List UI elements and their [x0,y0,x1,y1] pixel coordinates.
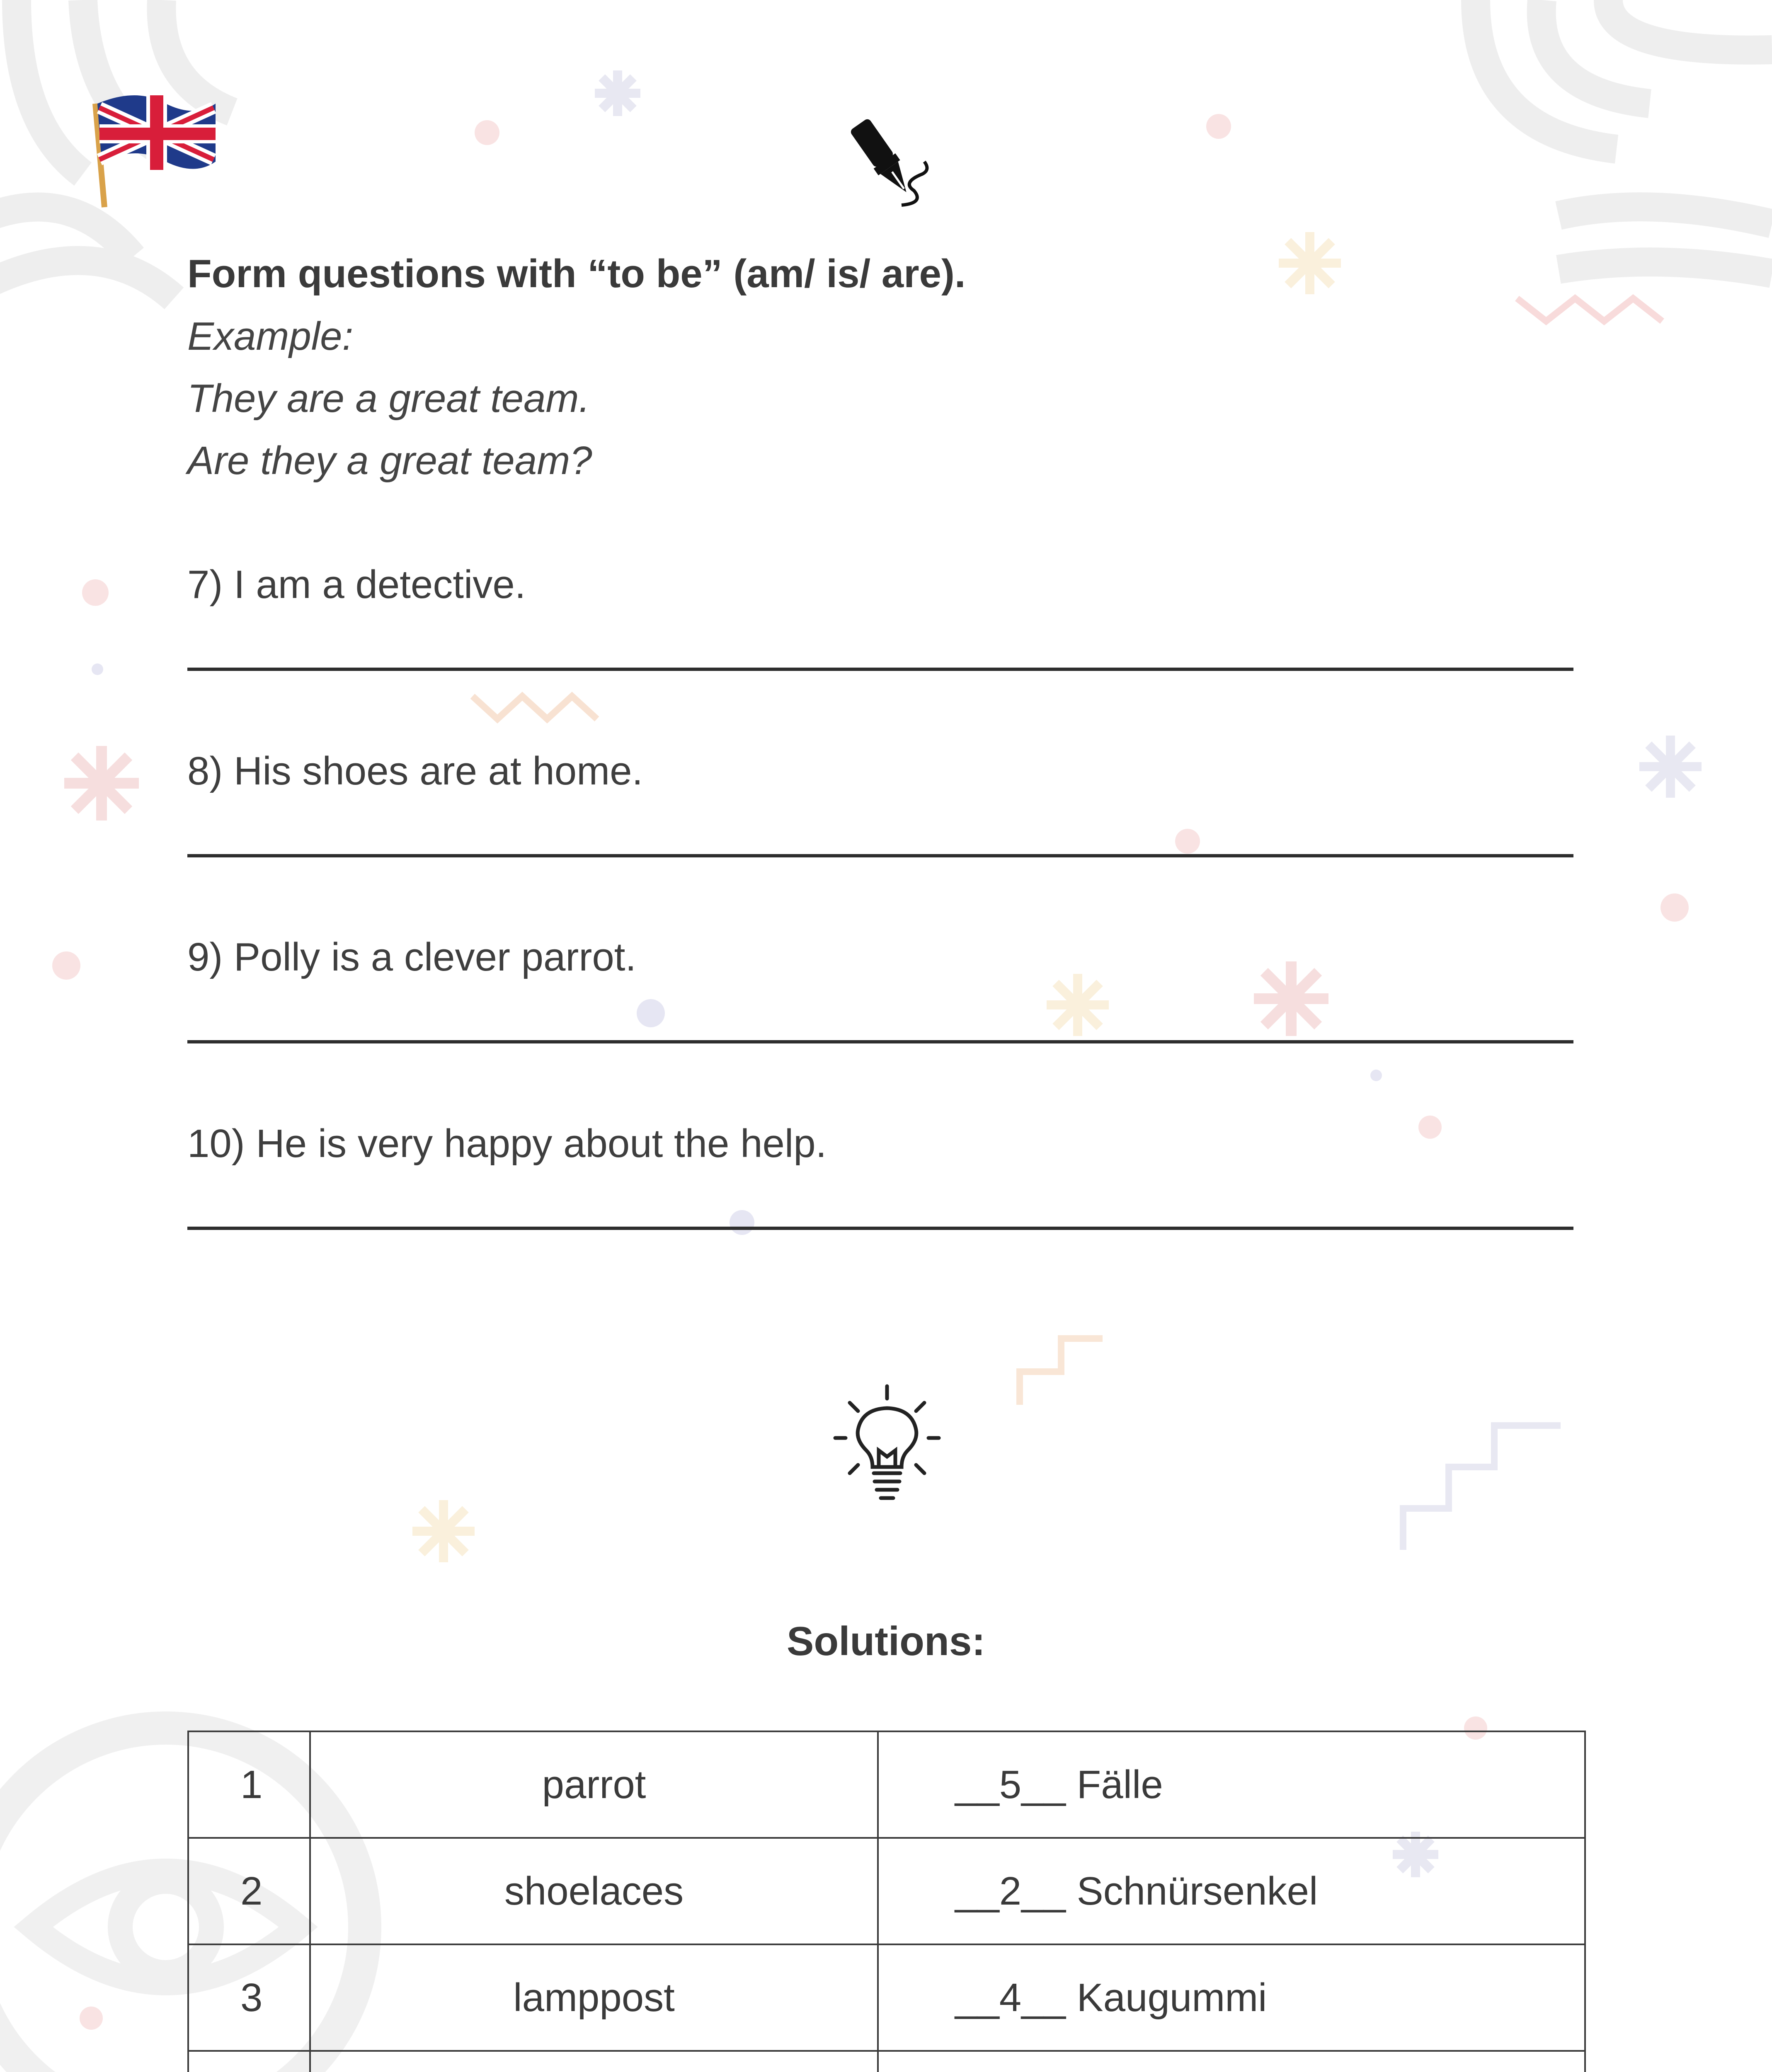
row-number [188,2051,310,2072]
row-number: 2 [188,1838,310,1944]
german-match: __4__ Kaugummi [878,1944,1585,2051]
example-label: Example: [187,314,354,358]
example-question: Are they a great team? [187,438,592,483]
english-word [310,2051,878,2072]
fountain-pen-icon [839,116,935,211]
exercise-7-answer-line[interactable] [187,668,1573,671]
solutions-title: Solutions: [786,1618,986,1664]
exercise-10-prompt: 10) He is very happy about the help. [187,1121,827,1166]
table-row [188,1731,1585,1838]
light-bulb-icon [833,1384,941,1504]
english-word: shoelaces [310,1838,878,1944]
exercise-10-answer-line[interactable] [187,1227,1573,1230]
german-match: __2__ Schnürsenkel [878,1838,1585,1944]
exercise-8-prompt: 8) His shoes are at home. [187,749,643,793]
exercise-8-answer-line[interactable] [187,854,1573,857]
english-word: parrot [310,1731,878,1838]
exercise-9-prompt: 9) Polly is a clever parrot. [187,935,637,979]
row-number: 3 [188,1944,310,2051]
exercise-9-answer-line[interactable] [187,1040,1573,1043]
table-row [188,1944,1585,2051]
row-number: 1 [188,1731,310,1838]
german-match [878,2051,1585,2072]
english-word: lamppost [310,1944,878,2051]
union-jack-flag-icon [79,79,220,211]
solutions-table [187,1731,1586,2072]
exercise-7-prompt: 7) I am a detective. [187,562,526,607]
german-match: __5__ Fälle [878,1731,1585,1838]
instruction-heading: Form questions with “to be” (am/ is/ are). [187,252,966,296]
example-statement: They are a great team. [187,376,590,421]
fingerprint-pattern-top-right [1476,0,1772,274]
table-row [188,1838,1585,1944]
table-row [188,2051,1585,2072]
